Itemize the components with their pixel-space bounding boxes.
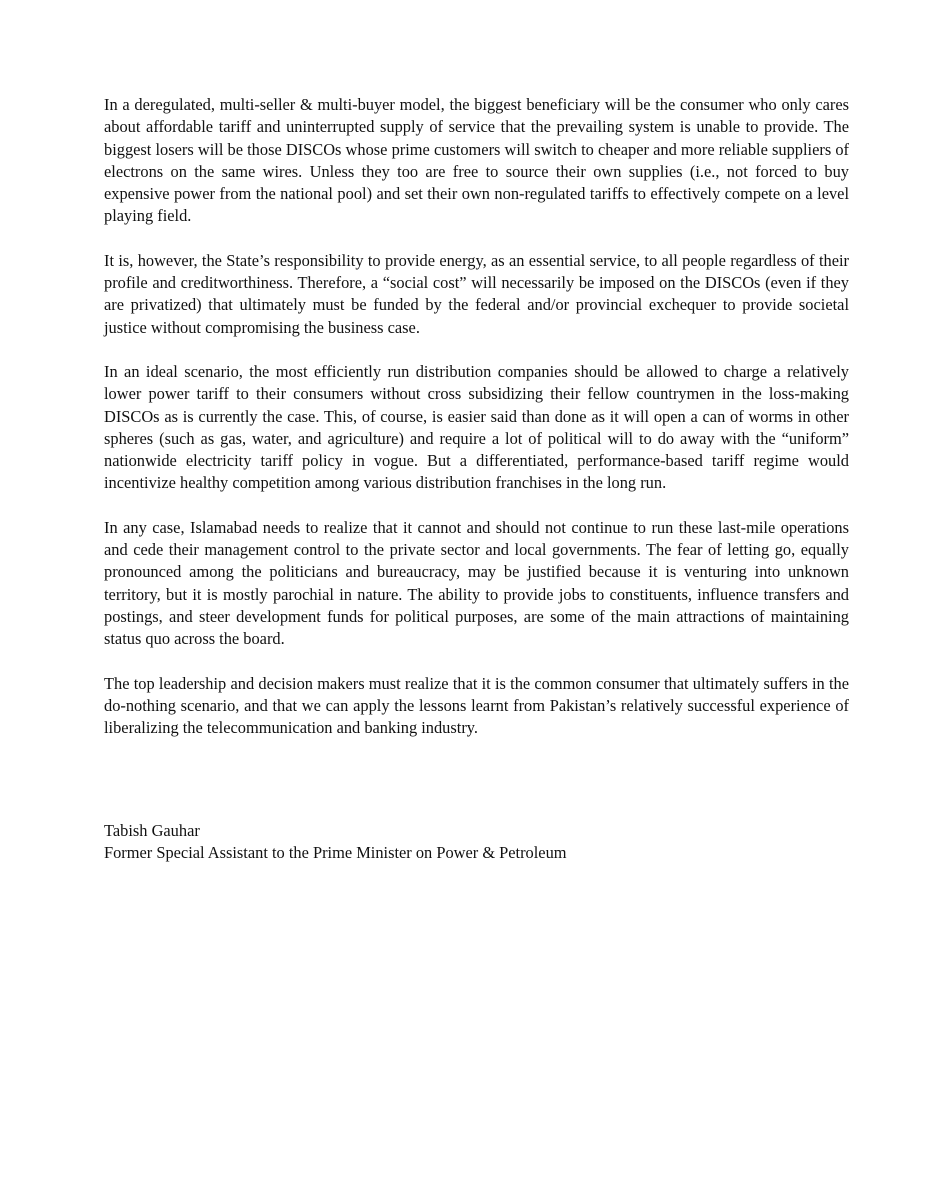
paragraph-1: In a deregulated, multi-seller & multi-buyer model, the biggest beneficiary will be the consumer who only cares about affordable tariff and uninterrupted supply of service that the prevailing system is unable to provide. The biggest losers will be those DISCOs whose prime customers will switch to cheaper and more reliable suppliers of electrons on the same wires. Unless they too are free to source their own supplies (i.e., not forced to buy expensive power from the national pool) and set their own non-regulated tariffs to effectively compete on a level playing field. [104, 95, 849, 226]
paragraph-2: It is, however, the State’s responsibility to provide energy, as an essential service, to all people regardless of their profile and creditworthiness. Therefore, a “social cost” will necessarily be imposed on the DISCOs (even if they are privatized) that ultimately must be funded by the federal and/or provincial exchequer to provide societal justice without compromising the business case. [104, 250, 849, 337]
signature-name: Tabish Gauhar [104, 821, 200, 840]
paragraph-4: In any case, Islamabad needs to realize that it cannot and should not continue to run these last-mile operations and cede their management control to the private sector and local governments. The fear of letting go, equally pronounced among the politicians and bureaucracy, may be justified because it is venturing into unknown territory, but it is mostly parochial in nature. The ability to provide jobs to constituents, influence transfers and postings, and steer development funds for political purposes, are some of the main attractions of maintaining status quo across the board. [104, 517, 849, 649]
paragraph-5: The top leadership and decision makers must realize that it is the common consumer that ultimately suffers in the do-nothing scenario, and that we can apply the lessons learnt from Pakistan’s relatively successful experience of liberalizing the telecommunication and banking industry. [104, 673, 849, 738]
signature-title: Former Special Assistant to the Prime Minister on Power & Petroleum [104, 843, 567, 863]
document-body [104, 94, 849, 761]
signature-block [104, 820, 567, 865]
paragraph-3: In an ideal scenario, the most efficiently run distribution companies should be allowed to charge a relatively lower power tariff to their consumers without cross subsidizing their fellow countrymen in the loss-making DISCOs as is currently the case. This, of course, is easier said than done as it will open a can of worms in other spheres (such as gas, water, and agriculture) and require a lot of political will to do away with the “uniform” nationwide electricity tariff policy in vogue. But a differentiated, performance-based tariff regime would incentivize healthy competition among various distribution franchises in the long run. [104, 361, 849, 493]
